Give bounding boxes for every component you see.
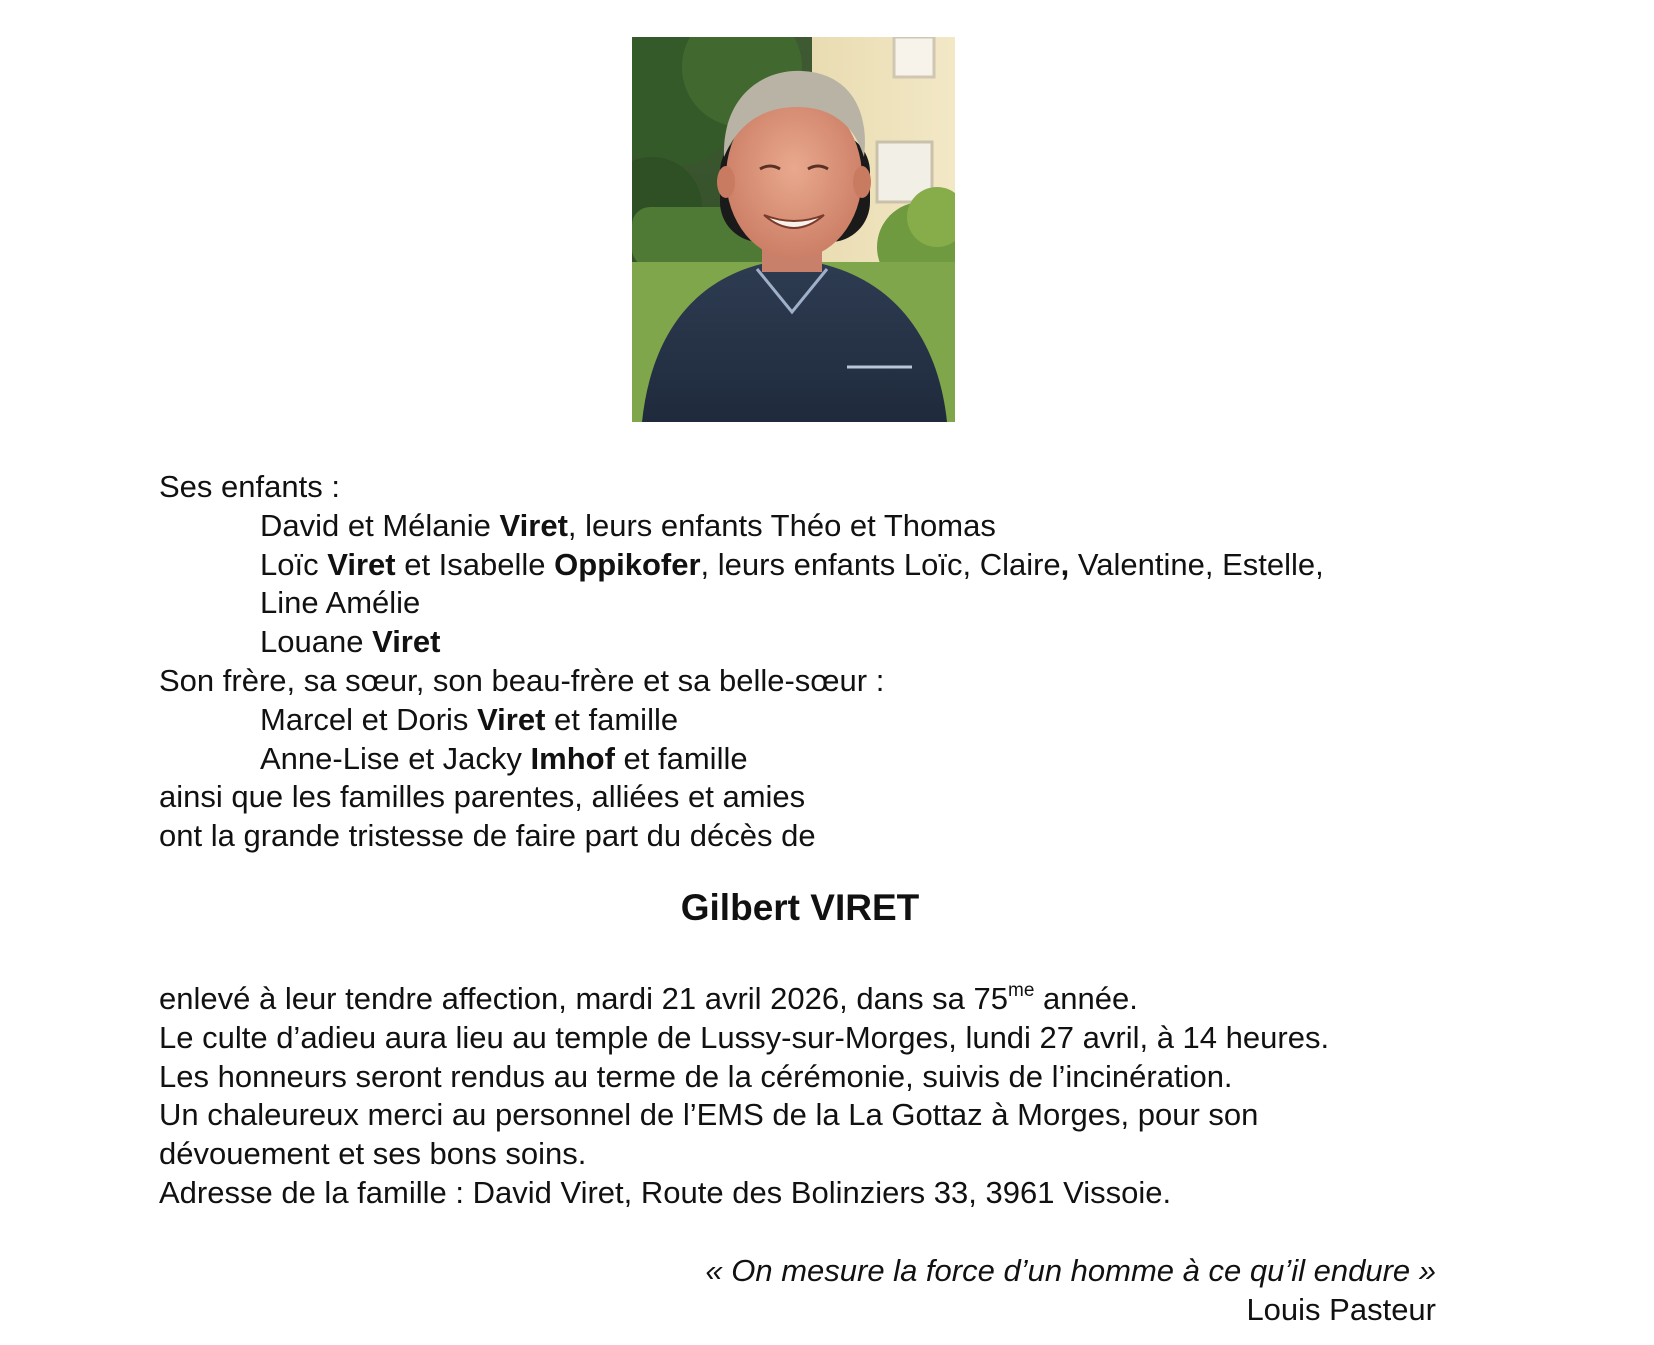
child-entry: Loïc Viret et Isabelle Oppikofer, leurs enfants Loïc, Claire, Valentine, Estelle, <box>260 546 1324 582</box>
ceremony-line: Le culte d’adieu aura lieu au temple de Lussy-sur-Morges, lundi 27 avril, à 14 heures. <box>159 1019 1330 1055</box>
deceased-name: Gilbert VIRET <box>680 887 920 928</box>
family-listing <box>159 468 1439 856</box>
child-entry-continuation: Line Amélie <box>260 585 421 621</box>
families-line: ainsi que les familles parentes, alliées et amies <box>159 779 806 815</box>
family-address: Adresse de la famille : David Viret, Route des Bolinziers 33, 3961 Vissoie. <box>159 1174 1172 1210</box>
thanks-line: Un chaleureux merci au personnel de l’EMS de la La Gottaz à Morges, pour son <box>159 1097 1259 1133</box>
sibling-entry: Marcel et Doris Viret et famille <box>260 701 679 737</box>
children-heading: Ses enfants : <box>159 469 340 504</box>
honours-line: Les honneurs seront rendus au terme de la cérémonie, suivis de l’incinération. <box>159 1058 1233 1094</box>
thanks-line-continuation: dévouement et ses bons soins. <box>159 1136 587 1172</box>
quote-author: Louis Pasteur <box>1246 1291 1436 1327</box>
quote <box>705 1252 1436 1330</box>
siblings-heading: Son frère, sa sœur, son beau-frère et sa belle-sœur : <box>159 662 885 698</box>
sibling-entry: Anne-Lise et Jacky Imhof et famille <box>260 740 748 776</box>
announcement-line: ont la grande tristesse de faire part du décès de <box>159 818 816 854</box>
obituary-details <box>159 980 1439 1213</box>
death-line: enlevé à leur tendre affection, mardi 21 avril 2026, dans sa $75^{me}$ année. <box>159 980 1138 1016</box>
child-entry: Louane Viret <box>260 624 441 660</box>
quote-text: « On mesure la force d’un homme à ce qu’il endure » <box>705 1253 1436 1288</box>
child-entry: David et Mélanie Viret, leurs enfants Théo et Thomas <box>260 507 996 543</box>
portrait-photo <box>632 37 955 422</box>
